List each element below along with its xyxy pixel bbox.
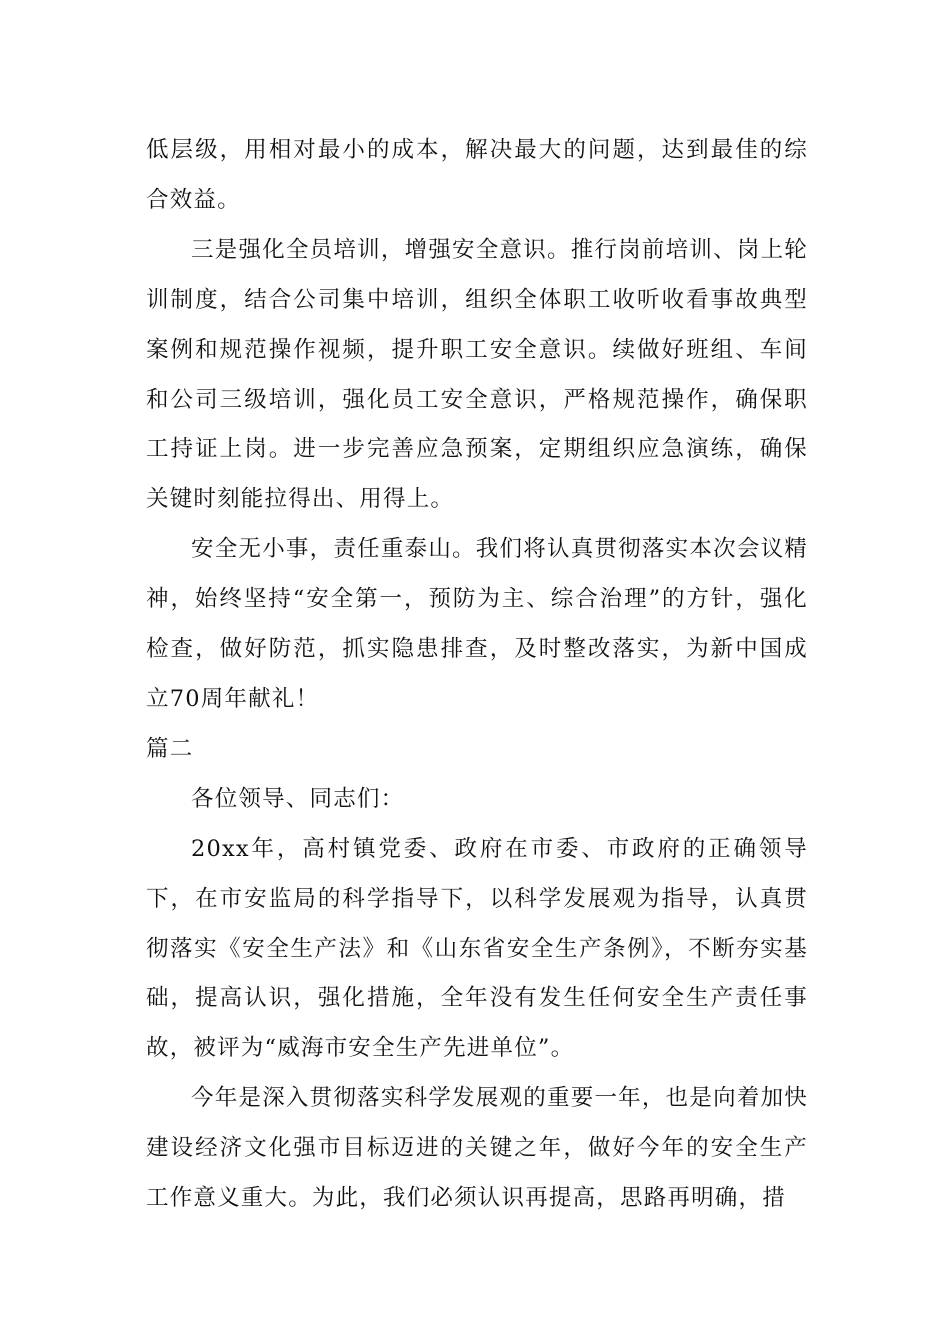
paragraph-this-year: 今年是深入贯彻落实科学发展观的重要一年，也是向着加快建设经济文化强市目标迈进的关键之年，做好今年的安全生产工作意义重大。为此，我们必须认识再提高，思路再明确，措 bbox=[146, 1085, 808, 1212]
document-body bbox=[146, 126, 808, 1224]
paragraph-training: 三是强化全员培训，增强安全意识。推行岗前培训、岗上轮训制度，结合公司集中培训，组织全体职工收听收看事故典型案例和规范操作视频，提升职工安全意识。续做好班组、车间和公司三级培训，强化员工安全意识，严格规范操作，确保职工持证上岗。进一步完善应急预案，定期组织应急演练，确保关键时刻能拉得出、用得上。 bbox=[146, 236, 808, 513]
section-heading: 篇二 bbox=[146, 735, 194, 762]
paragraph-conclusion: 安全无小事，责任重泰山。我们将认真贯彻落实本次会议精神，始终坚持“安全第一，预防为主、综合治理”的方针，强化检查，做好防范，抓实隐患排查，及时整改落实，为新中国成立70周年献礼！ bbox=[146, 536, 808, 712]
paragraph-continuation: 低层级，用相对最小的成本，解决最大的问题，达到最佳的综合效益。 bbox=[146, 137, 808, 213]
paragraph-salutation: 各位领导、同志们： bbox=[191, 785, 405, 812]
paragraph-annual-summary: 20xx年，高村镇党委、政府在市委、市政府的正确领导下，在市安监局的科学指导下，以科学发展观为指导，认真贯彻落实《安全生产法》和《山东省安全生产条例》，不断夯实基础，提高认识，强化措施，全年没有发生任何安全生产责任事故，被评为“威海市安全生产先进单位”。 bbox=[146, 835, 808, 1062]
